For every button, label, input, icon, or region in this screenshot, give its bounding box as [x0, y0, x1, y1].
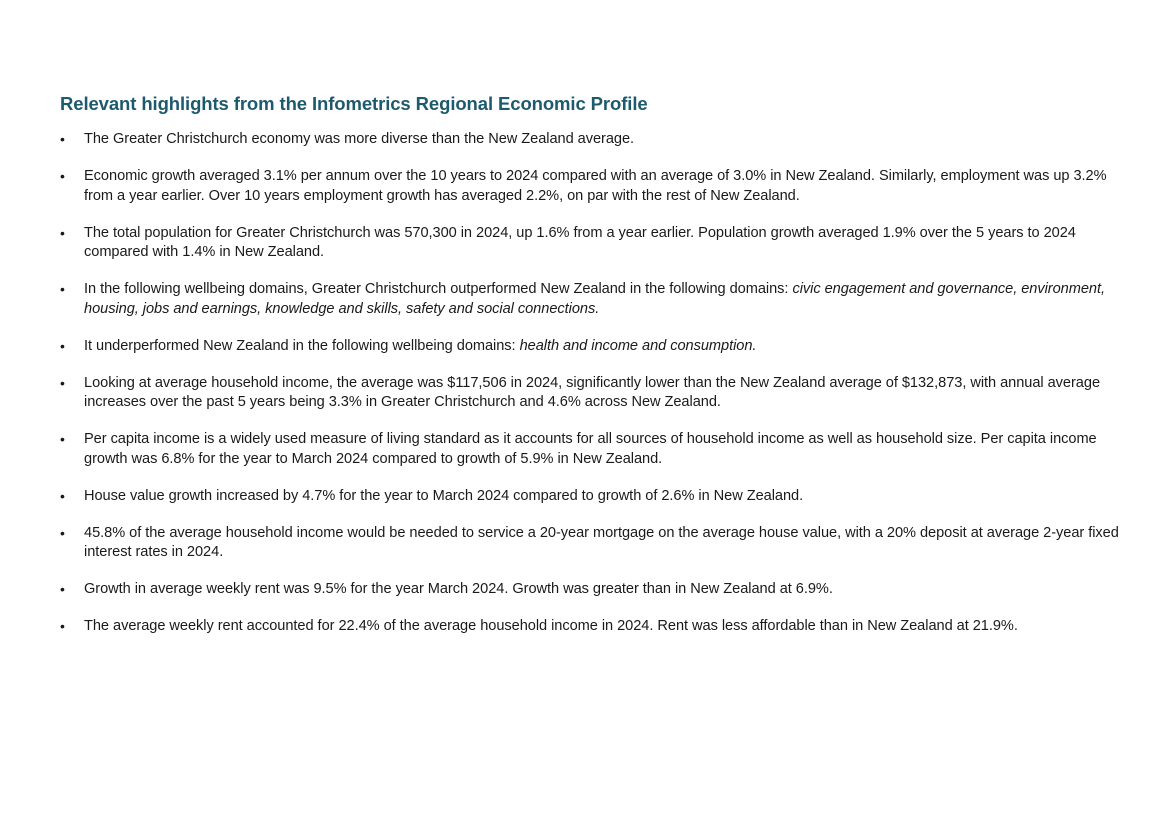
- bullet-icon: •: [60, 281, 65, 297]
- section-heading: Relevant highlights from the Infometrics Regional Economic Profile: [60, 93, 648, 114]
- highlight-item: [60, 224, 1126, 263]
- highlight-text: Growth in average weekly rent was 9.5% for the year March 2024. Growth was greater than in New Zealand at 6.9%.: [84, 581, 833, 597]
- highlight-text: House value growth increased by 4.7% for the year to March 2024 compared to growth of 2.6% in New Zealand.: [84, 487, 804, 504]
- highlight-text: The Greater Christchurch economy was more diverse than the New Zealand average.: [84, 131, 635, 147]
- highlight-item: [60, 374, 1126, 413]
- highlight-text: 45.8% of the average household income would be needed to service a 20-year mortgage on the average house value, with a 20% deposit at average 2-year fixed interest rates in 2024.: [84, 524, 1119, 560]
- highlight-italic-text: civic engagement and governance, environment, housing, jobs and earnings, knowledge and skills, safety and social connections.: [84, 281, 1105, 317]
- bullet-icon: •: [60, 487, 65, 504]
- highlights-list: [60, 130, 1126, 637]
- highlight-item: [60, 617, 1126, 637]
- highlight-item: [60, 580, 1126, 600]
- highlight-item: [60, 430, 1126, 469]
- bullet-icon: •: [60, 524, 65, 541]
- highlight-text: Per capita income is a widely used measure of living standard as it accounts for all sources of household income as well as household size. Per capita income growth was 6.8% for the year to March 2024 compared to growth of 5.9% in New Zealand.: [84, 431, 1097, 467]
- highlight-text: Economic growth averaged 3.1% per annum over the 10 years to 2024 compared with an average of 3.0% in New Zealand. Similarly, employment was up 3.2% from a year earlier. Over 10 years employment growth has averaged 2.2%, on par with the rest of New Zealand.: [84, 168, 1107, 204]
- highlight-text: The total population for Greater Christchurch was 570,300 in 2024, up 1.6% from a year earlier. Population growth averaged 1.9% over the 5 years to 2024 compared with 1.4% in New Zealand.: [84, 224, 1076, 260]
- highlight-italic-text: health and income and consumption.: [519, 337, 757, 354]
- highlight-text: The average weekly rent accounted for 22.4% of the average household income in 2024. Rent was less affordable than in New Zealand at 21.9%.: [84, 618, 1018, 634]
- bullet-icon: •: [60, 374, 65, 391]
- bullet-icon: •: [60, 337, 65, 354]
- highlight-text: Looking at average household income, the average was $117,506 in 2024, significantly lower than the New Zealand average of $132,873, with annual average increases over the past 5 years being 3.3% in Greater Christchurch and 4.6% across New Zealand.: [84, 374, 1101, 410]
- bullet-icon: •: [60, 431, 65, 447]
- bullet-icon: •: [60, 581, 65, 597]
- bullet-icon: •: [60, 131, 65, 147]
- document-page: [60, 92, 1126, 654]
- highlight-text: It underperformed New Zealand in the following wellbeing domains:: [84, 337, 520, 354]
- highlight-item: [60, 337, 1126, 357]
- bullet-icon: •: [60, 168, 65, 184]
- highlight-item: [60, 524, 1126, 563]
- highlight-item: [60, 487, 1126, 507]
- highlight-item: [60, 130, 1126, 150]
- bullet-icon: •: [60, 618, 65, 634]
- bullet-icon: •: [60, 224, 65, 241]
- highlight-item: [60, 280, 1126, 319]
- highlight-item: [60, 167, 1126, 206]
- highlight-text: In the following wellbeing domains, Greater Christchurch outperformed New Zealand in the following domains:: [84, 281, 793, 297]
